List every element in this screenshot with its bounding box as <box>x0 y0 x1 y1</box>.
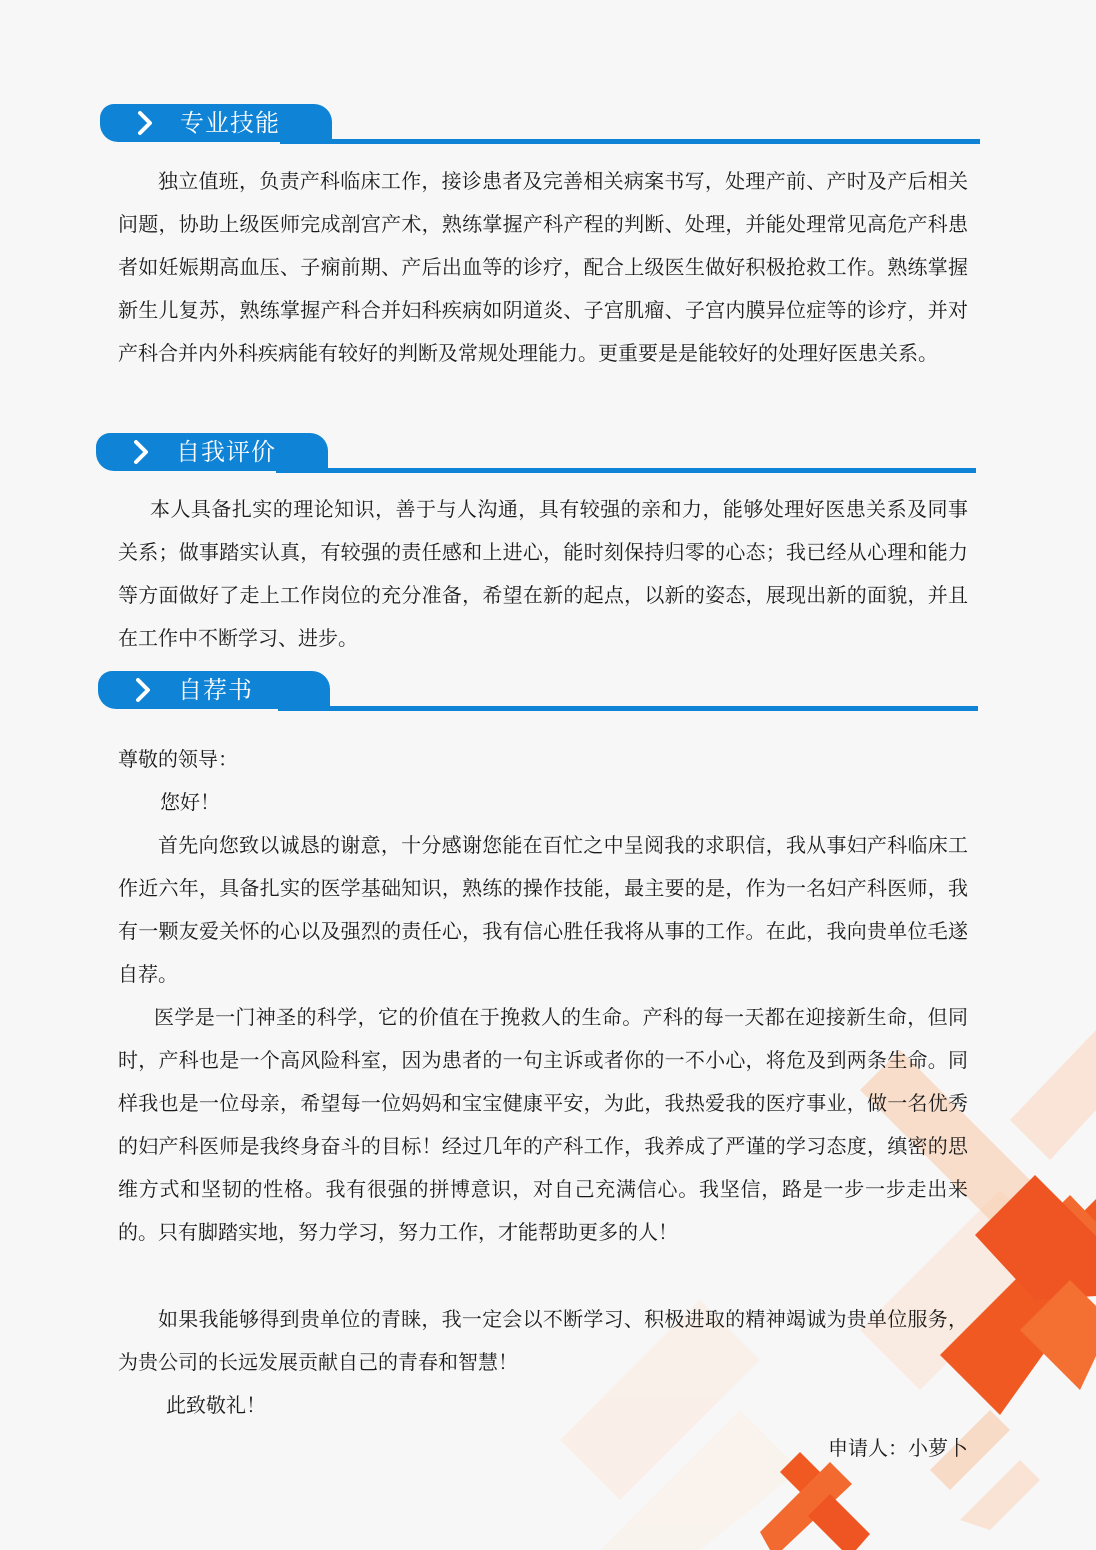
section-underline <box>280 139 980 144</box>
chevron-right-icon <box>130 677 156 703</box>
letter-closing: 此致敬礼！ <box>166 1393 266 1417</box>
section-underline <box>278 706 978 711</box>
letter-signature: 申请人：小萝卜 <box>828 1436 968 1460</box>
section-header-cover-letter <box>98 671 978 711</box>
self-evaluation-body: 本人具备扎实的理论知识，善于与人沟通，具有较强的亲和力，能够处理好医患关系及同事关系；做事踏实认真，有较强的责任感和上进心，能时刻保持归零的心态；我已经从心理和能力等方面做好了走上工作岗位的充分准备，希望在新的起点，以新的姿态，展现出新的面貌，并且在工作中不断学习、进步。 <box>118 497 968 650</box>
section-title: 自我评价 <box>176 438 276 466</box>
section-header-skills <box>100 104 980 144</box>
letter-paragraph: 医学是一门神圣的科学，它的价值在于挽救人的生命。产科的每一天都在迎接新生命，但同时，产科也是一个高风险科室，因为患者的一句主诉或者你的一不小心，将危及到两条生命。同样我也是一位母亲，希望每一位妈妈和宝宝健康平安，为此，我热爱我的医疗事业，做一名优秀的妇产科医师是我终身奋斗的目标！经过几年的产科工作，我养成了严谨的学习态度，缜密的思维方式和坚韧的性格。我有很强的拼博意识，对自己充满信心。我坚信，路是一步一步走出来的。只有脚踏实地，努力学习，努力工作，才能帮助更多的人！ <box>118 1005 968 1244</box>
chevron-right-icon <box>128 439 154 465</box>
section-underline <box>276 468 976 473</box>
letter-greeting: 您好！ <box>160 790 220 814</box>
section-title: 专业技能 <box>180 109 280 137</box>
section-title: 自荐书 <box>178 676 253 704</box>
letter-paragraph: 首先向您致以诚恳的谢意，十分感谢您能在百忙之中呈阅我的求职信，我从事妇产科临床工作近六年，具备扎实的医学基础知识，熟练的操作技能，最主要的是，作为一名妇产科医师，我有一颗友爱关怀的心以及强烈的责任心，我有信心胜任我将从事的工作。在此，我向贵单位毛遂自荐。 <box>118 833 968 986</box>
chevron-right-icon <box>132 110 158 136</box>
letter-paragraph: 如果我能够得到贵单位的青睐，我一定会以不断学习、积极进取的精神竭诚为贵单位服务，为贵公司的长远发展贡献自己的青春和智慧！ <box>118 1307 968 1374</box>
section-header-self-evaluation <box>96 433 976 473</box>
letter-salutation: 尊敬的领导： <box>118 747 238 771</box>
skills-body: 独立值班，负责产科临床工作，接诊患者及完善相关病案书写，处理产前、产时及产后相关问题，协助上级医师完成剖宫产术，熟练掌握产科产程的判断、处理，并能处理常见高危产科患者如妊娠期高血压、子痫前期、产后出血等的诊疗，配合上级医生做好积极抢救工作。熟练掌握新生儿复苏，熟练掌握产科合并妇科疾病如阴道炎、子宫肌瘤、子宫内膜异位症等的诊疗，并对产科合并内外科疾病能有较好的判断及常规处理能力。更重要是是能较好的处理好医患关系。 <box>118 169 968 365</box>
